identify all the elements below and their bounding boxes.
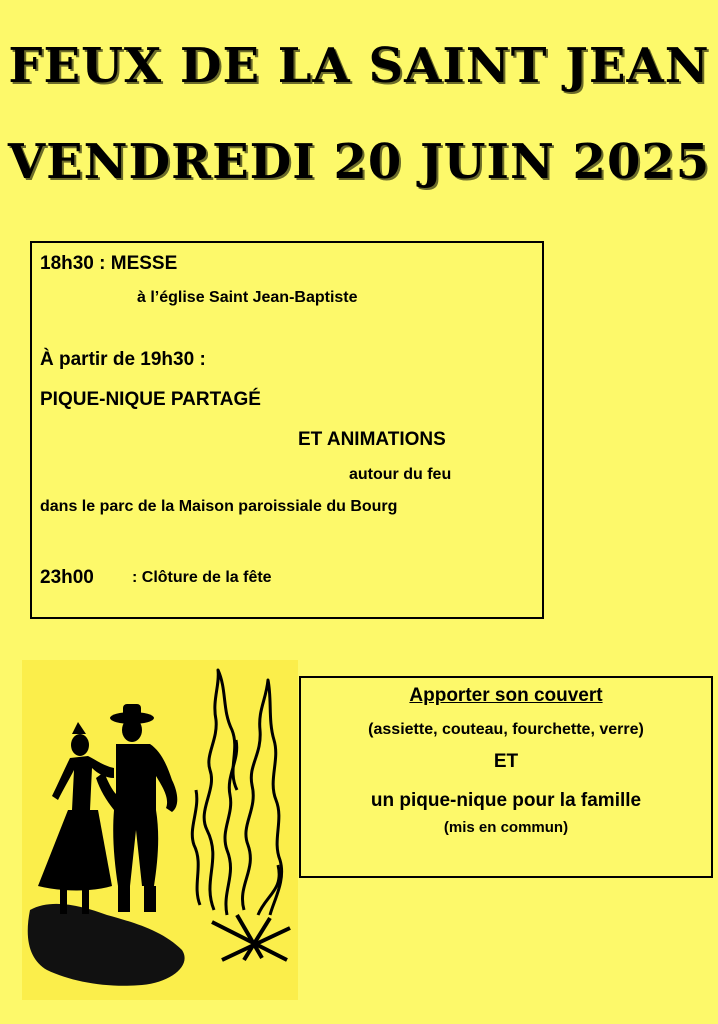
mass-time: 18h30 : MESSE (40, 253, 178, 274)
bonfire-logs (212, 915, 290, 960)
bring-info-box (299, 676, 713, 878)
closing-time: 23h00 (40, 567, 94, 588)
picnic-title: PIQUE-NIQUE PARTAGÉ (40, 389, 261, 410)
program-box (30, 241, 544, 619)
woman-dancer (38, 722, 114, 914)
animations-title: ET ANIMATIONS (298, 429, 446, 450)
picnic-start-time: À partir de 19h30 : (40, 349, 206, 370)
dancers-bonfire-illustration (22, 660, 298, 1000)
dancers-bonfire-silhouette (22, 660, 298, 1000)
poster-title: FEUX DE LA SAINT JEAN (8, 38, 710, 94)
bring-family-picnic: un pique-nique pour la famille (370, 790, 642, 811)
bring-shared-note: (mis en commun) (443, 819, 569, 836)
bonfire-flames (192, 670, 281, 915)
around-fire-text: autour du feu (349, 466, 452, 483)
mass-location: à l’église Saint Jean-Baptiste (137, 289, 358, 306)
ground-shadow (28, 904, 185, 986)
closing-text: : Clôture de la fête (132, 569, 272, 586)
event-date: VENDREDI 20 JUIN 2025 (7, 134, 711, 190)
bring-items-list: (assiette, couteau, fourchette, verre) (368, 721, 644, 738)
bring-title: Apporter son couvert (409, 685, 603, 706)
bring-and: ET (493, 751, 519, 772)
park-location: dans le parc de la Maison paroissiale du Bourg (40, 498, 398, 515)
